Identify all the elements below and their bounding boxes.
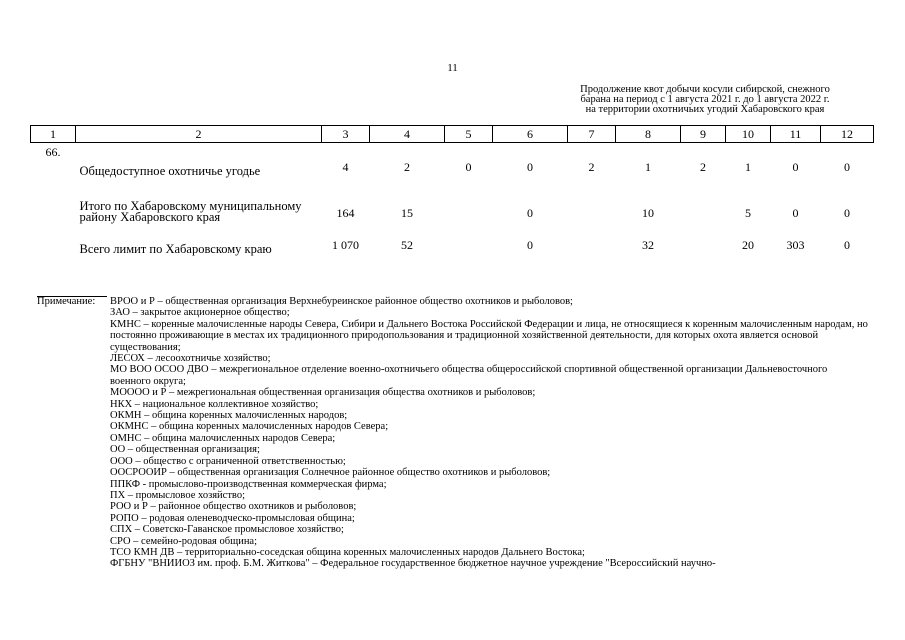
table-cell: 0 [792,206,799,220]
row-index [31,223,76,255]
table-cell: 2 [588,160,595,174]
note-item: ОМНС – община малочисленных народов Севера; [110,432,336,444]
table-cell: 303 [786,238,805,252]
table-caption [540,85,870,115]
column-header: 1 [31,126,76,143]
table-cell [681,177,726,223]
note-item: ЗАО – закрытое акционерное общество; [110,307,290,319]
note-item: ЛЕСОХ – лесоохотничье хозяйство; [110,353,271,365]
table-cell: 0 [465,160,472,174]
table-cell: 10 [642,206,654,220]
table-cell: 0 [844,160,850,174]
note-item: ПХ – промысловое хозяйство; [110,489,245,501]
table-row [31,223,874,255]
note-item: СРО – семейно-родовая община; [110,535,258,547]
notes-list [110,296,870,570]
table-cell: 0 [844,238,850,252]
table-cell: 52 [401,238,413,252]
table-cell [568,223,616,255]
table-cell: 1 [645,160,651,174]
column-header: 11 [771,126,821,143]
table-cell: 15 [401,206,413,220]
table-cell: 2 [700,160,706,174]
row-name: Итого по Хабаровскому муниципальному району Хабаровского края [79,199,302,224]
row-name: Всего лимит по Хабаровскому краю [79,242,272,256]
column-header: 7 [568,126,616,143]
table-cell: 0 [792,160,799,174]
note-item: ОКМНС – община коренных малочисленных народов Севера; [110,421,389,433]
column-header: 3 [322,126,370,143]
column-header: 12 [821,126,874,143]
table-cell: 0 [844,206,850,220]
table-cell: 2 [404,160,410,174]
row-index: 66. [45,145,61,159]
table-cell: 0 [527,238,533,252]
note-item: СПХ – Советско-Гаванское промысловое хозяйство; [110,524,344,536]
column-header: 4 [370,126,445,143]
table-cell: 4 [342,160,349,174]
note-item: КМНС – коренные малочисленные народы Севера, Сибири и Дальнего Востока Российской Федерации и лица, не относящиеся к коренным малочисленным народам, но постоянно проживающие в местах их традиционного природопользования и традиционной хозяйственной деятельности, для которых охота является основой существования; [110,318,868,353]
note-item: РОО и Р – районное общество охотников и рыболовов; [110,501,357,513]
column-header: 2 [76,126,322,143]
table-cell: 5 [745,206,751,220]
table-cell: 32 [642,238,654,252]
table-cell [445,177,493,223]
column-header: 5 [445,126,493,143]
note-item: ООО – общество с ограниченной ответственностью; [110,455,346,467]
quota-table [30,125,874,255]
column-header: 6 [493,126,568,143]
table-cell: 0 [527,160,533,174]
notes-label: Примечание: [37,296,96,307]
note-item: МОООО и Р – межрегиональная общественная организация общества охотников и рыболовов; [110,387,536,399]
row-name: Общедоступное охотничье угодье [79,164,261,178]
note-item: ВРОО и Р – общественная организация Верхнебуреинское районное общество охотников и рыболовов; [110,296,573,307]
table-cell: 20 [742,238,754,252]
column-header: 9 [681,126,726,143]
table-cell [568,177,616,223]
note-item: ФГБНУ "ВНИИОЗ им. проф. Б.М. Житкова" – Федеральное государственное бюджетное научное учреждение "Всероссийский научно- [110,558,716,570]
table-row [31,177,874,223]
table-cell: 164 [336,206,355,220]
note-item: ОКМН – община коренных малочисленных народов; [110,410,348,422]
note-item: РОПО – родовая оленеводческо-промысловая община; [110,512,355,524]
page-number: 11 [447,62,458,74]
note-item: ТСО КМН ДВ – территориально-соседская община коренных малочисленных народов Дальнего Востока; [110,546,585,558]
table-cell: 0 [527,206,533,220]
caption-line: Продолжение квот добычи косули сибирской, снежного [580,84,830,95]
note-item: НКХ – национальное коллективное хозяйство; [110,398,319,410]
note-item: МО ВОО ОСОО ДВО – межрегиональное отделение военно-охотничьего общества общероссийской спортивной общественной организации Дальневосточного военного округа; [110,364,828,387]
table-cell [681,223,726,255]
table-row [31,143,874,178]
note-item: ППКФ - промыслово-производственная коммерческая фирма; [110,478,387,490]
table-header-row [31,126,874,143]
caption-line: барана на период с 1 августа 2021 г. до 1 августа 2022 г. [580,94,830,105]
table-cell [445,223,493,255]
note-item: ООСРООИР – общественная организация Солнечное районное общество охотников и рыболовов; [110,467,551,479]
table-cell: 1 [745,160,751,174]
note-item: ОО – общественная организация; [110,444,260,456]
column-header: 8 [616,126,681,143]
row-index [31,177,76,223]
column-header: 10 [726,126,771,143]
table-cell: 1 070 [332,238,359,252]
caption-line: на территории охотничьих угодий Хабаровского края [585,104,825,115]
